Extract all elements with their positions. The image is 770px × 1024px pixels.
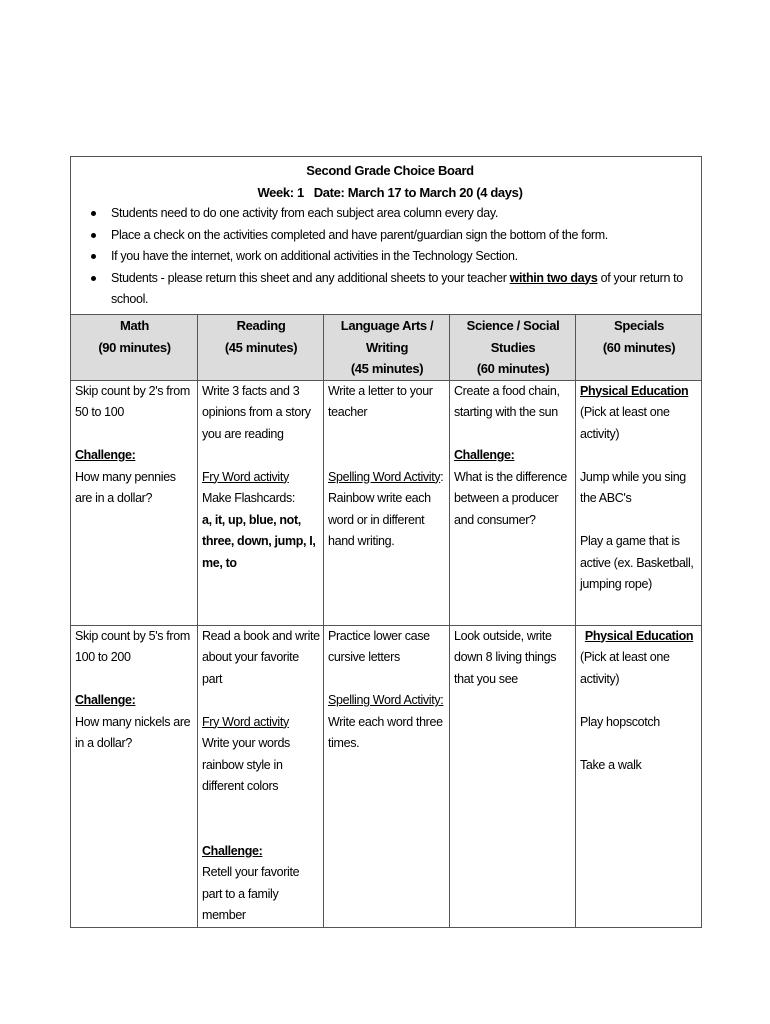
board-header [71,157,702,315]
cell-reading-day2: Read a book and write about your favorite part Fry Word activity Write your words rainbow style in different colors Challenge: Retell your favorite part to a family member [198,625,324,927]
cell-science-day1: Create a food chain, starting with the sun Challenge: What is the difference between a producer and consumer? [450,380,576,625]
fry-word-label: Fry Word activity [202,714,289,729]
instruction-item-return: Students - please return this sheet and any additional sheets to your teacher within two days of your return to school. [111,268,695,311]
choice-board-table [70,156,702,928]
bullet-icon [91,276,96,281]
column-header-math: Math (90 minutes) [71,315,198,381]
cell-language-day2: Practice lower case cursive letters Spelling Word Activity: Write each word three times. [324,625,450,927]
return-deadline: within two days [509,270,598,285]
bullet-icon [91,211,96,216]
bullet-icon [91,233,96,238]
board-title: Second Grade Choice Board [306,163,474,178]
instruction-item: Students need to do one activity from each subject area column every day. [111,203,695,225]
instruction-item: If you have the internet, work on additional activities in the Technology Section. [111,246,695,268]
cell-language-day1: Write a letter to your teacher Spelling Word Activity: Rainbow write each word or in different hand writing. [324,380,450,625]
column-header-science: Science / Social Studies (60 minutes) [450,315,576,381]
column-header-reading: Reading (45 minutes) [198,315,324,381]
spelling-activity-label: Spelling Word Activity [328,469,441,484]
cell-math-day1: Skip count by 2's from 50 to 100 Challenge: How many pennies are in a dollar? [71,380,198,625]
spelling-activity-label: Spelling Word Activity: [328,693,444,707]
cell-science-day2: Look outside, write down 8 living things that you see [450,625,576,927]
challenge-label: Challenge: [75,693,136,707]
cell-math-day2: Skip count by 5's from 100 to 200 Challenge: How many nickels are in a dollar? [71,625,198,927]
column-header-language-arts: Language Arts / Writing (45 minutes) [324,315,450,381]
challenge-label: Challenge: [454,448,515,462]
fry-word-list: a, it, up, blue, not, three, down, jump, I, me, to [202,512,316,570]
week-date-line: Week: 1 Date: March 17 to March 20 (4 days) [257,184,523,200]
instruction-item: Place a check on the activities completed and have parent/guardian sign the bottom of the form. [111,225,695,247]
instructions-list [85,203,695,311]
physical-education-title: Physical Education [584,628,694,643]
challenge-label: Challenge: [75,448,136,462]
challenge-label: Challenge: [202,843,263,858]
cell-reading-day1: Write 3 facts and 3 opinions from a story you are reading Fry Word activity Make Flashcards: a, it, up, blue, not, three, down, jump, I, me, to [198,380,324,625]
bullet-icon [91,254,96,259]
fry-word-label: Fry Word activity [202,469,289,484]
column-header-specials: Specials (60 minutes) [576,315,702,381]
cell-specials-day1: Physical Education (Pick at least one activity) Jump while you sing the ABC's Play a game that is active (ex. Basketball, jumping rope) [576,380,702,625]
cell-specials-day2: Physical Education (Pick at least one activity) Play hopscotch Take a walk [576,625,702,927]
physical-education-title: Physical Education [580,383,689,398]
